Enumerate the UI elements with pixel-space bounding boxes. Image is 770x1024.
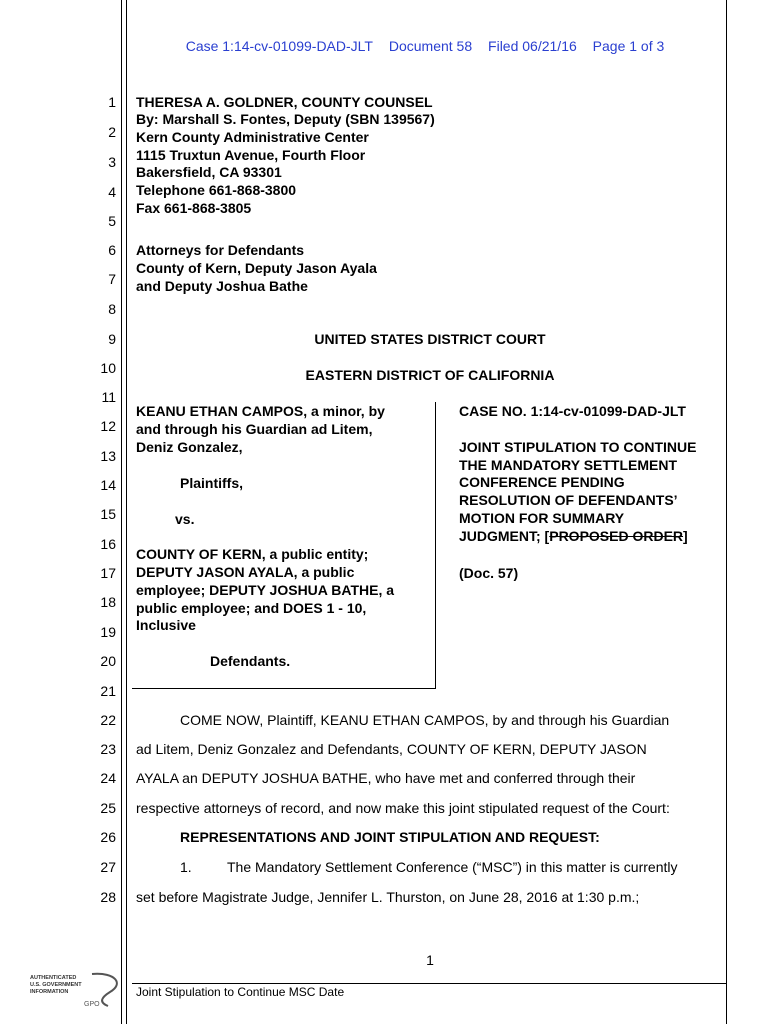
title-line: THE MANDATORY SETTLEMENT xyxy=(459,457,678,473)
left-margin-rule-inner xyxy=(126,0,127,1024)
counsel-line: Kern County Administrative Center xyxy=(136,129,369,145)
gpo-line-2: U.S. GOVERNMENT xyxy=(30,982,82,988)
footer-title: Joint Stipulation to Continue MSC Date xyxy=(136,985,345,999)
header-document: Document 58 xyxy=(388,38,473,54)
line-number: 26 xyxy=(100,829,116,845)
body-line: AYALA an DEPUTY JOSHUA BATHE, who have met and conferred through their xyxy=(136,770,636,786)
gpo-mark: GPO xyxy=(84,1001,100,1008)
line-number: 25 xyxy=(100,800,116,816)
line-number: 16 xyxy=(100,536,116,552)
line-number: 12 xyxy=(100,418,116,434)
counsel-line: 1115 Truxtun Avenue, Fourth Floor xyxy=(136,147,366,163)
left-margin-rule-outer xyxy=(121,0,122,1024)
line-number: 5 xyxy=(108,213,116,229)
defendant-line: COUNTY OF KERN, a public entity; xyxy=(136,546,369,562)
counsel-line: THERESA A. GOLDNER, COUNTY COUNSEL xyxy=(136,94,433,110)
title-line: MOTION FOR SUMMARY xyxy=(459,510,625,526)
title-line: CONFERENCE PENDING xyxy=(459,474,625,490)
line-number: 1 xyxy=(108,94,116,110)
line-number: 27 xyxy=(100,859,116,875)
line-number: 13 xyxy=(100,448,116,464)
line-number: 18 xyxy=(100,594,116,610)
line-number: 8 xyxy=(108,301,116,317)
section-heading: REPRESENTATIONS AND JOINT STIPULATION AND REQUEST: xyxy=(180,829,600,845)
right-margin-rule xyxy=(726,0,727,1024)
doc-reference: (Doc. 57) xyxy=(459,565,519,581)
counsel-line: Bakersfield, CA 93301 xyxy=(136,164,282,180)
line-number: 28 xyxy=(100,889,116,905)
line-number: 3 xyxy=(108,154,116,170)
title-prefix: JUDGMENT; [ xyxy=(459,528,550,544)
line-number: 15 xyxy=(100,506,116,522)
line-number: 22 xyxy=(100,712,116,728)
footer-rule xyxy=(132,983,726,984)
title-line-last xyxy=(459,528,688,544)
defendant-line: Inclusive xyxy=(136,617,196,633)
item-number: 1. xyxy=(180,859,192,875)
title-line: JOINT STIPULATION TO CONTINUE xyxy=(459,439,697,455)
defendant-line: employee; DEPUTY JOSHUA BATHE, a xyxy=(136,582,395,598)
line-number: 4 xyxy=(108,184,116,200)
counsel-line: Fax 661-868-3805 xyxy=(136,200,252,216)
body-line: respective attorneys of record, and now make this joint stipulated request of the Court: xyxy=(136,800,670,816)
gpo-line-3: INFORMATION xyxy=(30,989,69,995)
versus-label: vs. xyxy=(175,511,195,527)
plaintiff-line: Deniz Gonzalez, xyxy=(136,439,243,455)
body-line: ad Litem, Deniz Gonzalez and Defendants, COUNTY OF KERN, DEPUTY JASON xyxy=(136,741,647,757)
header-page: Page 1 of 3 xyxy=(592,38,665,54)
line-number: 7 xyxy=(108,271,116,287)
body-line: The Mandatory Settlement Conference (“MSC”) in this matter is currently xyxy=(227,859,678,875)
line-number: 24 xyxy=(100,770,116,786)
counsel-line: Telephone 661-868-3800 xyxy=(136,182,297,198)
attorneys-for-line: County of Kern, Deputy Jason Ayala xyxy=(136,260,377,276)
title-line: RESOLUTION OF DEFENDANTS’ xyxy=(459,492,678,508)
body-line: COME NOW, Plaintiff, KEANU ETHAN CAMPOS, by and through his Guardian xyxy=(180,712,670,728)
counsel-line: By: Marshall S. Fontes, Deputy (SBN 139567) xyxy=(136,111,435,127)
line-number: 20 xyxy=(100,653,116,669)
line-number: 19 xyxy=(100,624,116,640)
header-case: Case 1:14-cv-01099-DAD-JLT xyxy=(185,38,373,54)
gpo-authentication-seal xyxy=(28,970,124,1010)
line-number: 10 xyxy=(100,360,116,376)
case-number: CASE NO. 1:14-cv-01099-DAD-JLT xyxy=(459,403,686,419)
line-number: 11 xyxy=(101,389,116,405)
plaintiff-line: KEANU ETHAN CAMPOS, a minor, by xyxy=(136,403,385,419)
line-number: 23 xyxy=(100,741,116,757)
line-number: 21 xyxy=(100,683,116,699)
defendants-label: Defendants. xyxy=(210,653,291,669)
line-number: 2 xyxy=(108,124,116,140)
plaintiff-line: and through his Guardian ad Litem, xyxy=(136,421,373,437)
title-suffix: ] xyxy=(683,528,688,544)
page-number: 1 xyxy=(426,952,434,968)
attorneys-for-line: and Deputy Joshua Bathe xyxy=(136,278,308,294)
line-number: 14 xyxy=(100,477,116,493)
court-name: UNITED STATES DISTRICT COURT xyxy=(314,331,546,347)
line-number: 6 xyxy=(108,242,116,258)
defendant-line: DEPUTY JASON AYALA, a public xyxy=(136,564,355,580)
header-filed: Filed 06/21/16 xyxy=(488,38,577,54)
attorneys-for-line: Attorneys for Defendants xyxy=(136,242,305,258)
gpo-line-1: AUTHENTICATED xyxy=(30,975,77,981)
ecf-header xyxy=(130,38,720,54)
court-district: EASTERN DISTRICT OF CALIFORNIA xyxy=(305,367,555,383)
defendant-line: public employee; and DOES 1 - 10, xyxy=(136,600,367,616)
body-line: set before Magistrate Judge, Jennifer L. Thurston, on June 28, 2016 at 1:30 p.m.; xyxy=(136,889,640,905)
struck-proposed-order: PROPOSED ORDER xyxy=(549,528,684,544)
line-number: 9 xyxy=(108,331,116,347)
plaintiffs-label: Plaintiffs, xyxy=(180,475,244,491)
line-number: 17 xyxy=(100,565,116,581)
